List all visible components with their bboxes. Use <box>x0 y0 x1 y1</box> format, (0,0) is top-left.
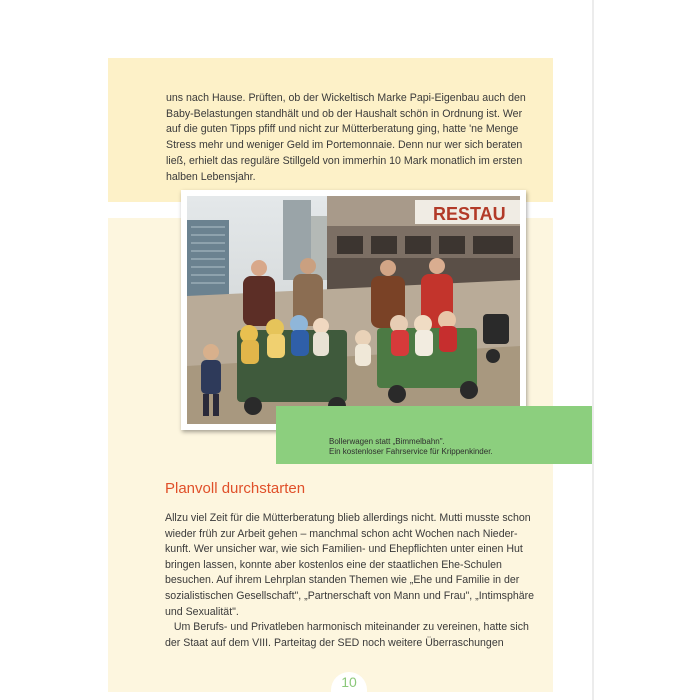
caption-line-2: Ein kostenloser Fahrservice für Krippenkinder. <box>329 446 493 456</box>
body-line: der Staat auf dem VIII. Parteitag der SED noch weitere Überraschungen <box>165 636 504 649</box>
photo-caption <box>329 437 579 456</box>
body-line: besuchen. Auf ihrem Lehrplan standen Themen wie „Ehe und Familie in der <box>165 574 520 587</box>
section-body <box>165 511 537 651</box>
restaurant-sign: RESTAU <box>433 204 506 224</box>
body-line: Allzu viel Zeit für die Mütterberatung blieb allerdings nicht. Mutti musste schon <box>165 512 531 524</box>
body-line: sozialistischen Gesellschaft", „Partnerschaft von Mann und Frau", „Intimsphäre <box>165 589 535 602</box>
top-paragraph: uns nach Hause. Prüften, ob der Wickeltisch Marke Papi-Eigenbau auch den Baby-Belastungen standhält und ob der Haushalt schön in Ordnung ist. Wer auf die guten Tipps pfiff und nicht zur Mütterberatung ging, hatte 'ne Menge Stress mehr und weniger Geld im Portemonnaie. Denn nur wer sich beraten ließ, erhielt das reguläre Stillgeld von immerhin 10 Mark monatlich im ersten halben Lebensjahr. <box>166 92 526 183</box>
body-line: Um Berufs- und Privatleben harmonisch miteinander zu vereinen, hatte sich <box>165 621 529 634</box>
body-line: wieder früh zur Arbeit gehen – manchmal schon acht Wochen nach Nieder- <box>165 527 518 540</box>
body-line: bringen lassen, konnte aber kostenlos eine der staatlichen Ehe-Schulen <box>165 558 502 571</box>
body-line: kunft. Wer unsicher war, wie sich Familien- und Ehepflichten unter einen Hut <box>165 543 523 556</box>
page-number: 10 <box>341 674 357 690</box>
caption-line-1: Bollerwagen statt „Bimmelbahn". <box>329 437 445 446</box>
section-heading: Planvoll durchstarten <box>165 480 306 497</box>
body-line: und Sexualität". <box>165 605 239 618</box>
photo-image <box>187 196 520 424</box>
page-edge <box>592 0 594 700</box>
street-photo <box>181 190 526 430</box>
